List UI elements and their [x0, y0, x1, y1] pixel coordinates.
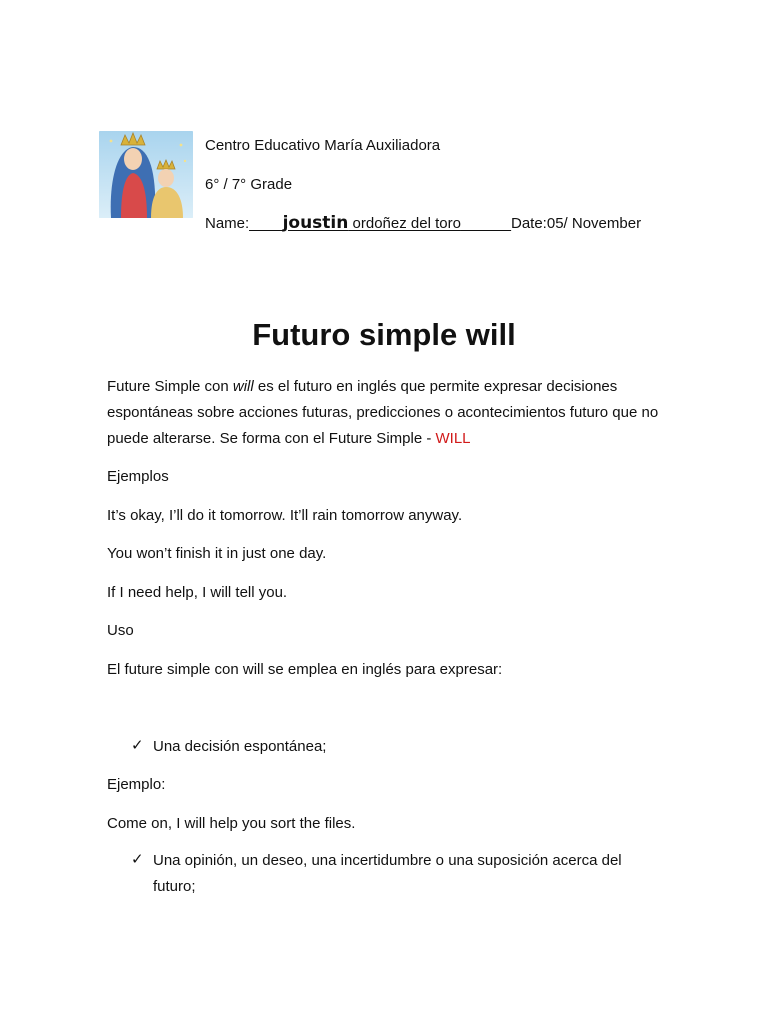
bullet-item-1: Una decisión espontánea; [153, 738, 327, 755]
uso-heading: Uso [107, 622, 134, 639]
school-name: Centro Educativo María Auxiliadora [205, 137, 441, 154]
bullet-item-2-line-1: Una opinión, un deseo, una incertidumbre o una suposición acerca del [153, 852, 622, 869]
name-label: Name: [205, 215, 250, 232]
name-date-line [205, 213, 641, 234]
example-line-3: If I need help, I will tell you. [107, 584, 288, 601]
grade-label: 6° / 7° Grade [205, 176, 293, 193]
religious-portrait-icon [99, 131, 193, 218]
student-name-typed: ordoñez del toro [348, 215, 461, 232]
example-line-1: It’s okay, I’ll do it tomorrow. It’ll rain tomorrow anyway. [107, 507, 463, 524]
check-icon: ✓ [131, 851, 144, 868]
bullet-item-2-line-2: futuro; [153, 878, 196, 895]
uso-description: El future simple con will se emplea en inglés para expresar: [107, 661, 503, 678]
ejemplo-heading: Ejemplo: [107, 776, 166, 793]
check-icon: ✓ [131, 737, 144, 754]
date-label: Date: [511, 215, 547, 232]
student-name-handwritten: joustin [282, 213, 349, 233]
intro-text-1: Future Simple con [107, 378, 233, 395]
intro-paragraph [107, 374, 667, 452]
example-line-2: You won’t finish it in just one day. [107, 545, 327, 562]
intro-text-2: es el futuro en inglés que permite expresar decisiones espontáneas sobre acciones futuras, predicciones o acontecimientos futuro que no puede alterarse. Se forma con el Future Simple - [107, 378, 659, 447]
example-line-4: Come on, I will help you sort the files. [107, 815, 356, 832]
ejemplos-heading: Ejemplos [107, 468, 169, 485]
virgin-mary-image [99, 131, 193, 218]
name-blank-post: ______ [460, 215, 511, 232]
name-blank-pre: ____ [249, 215, 283, 232]
intro-will-red: WILL [435, 430, 471, 447]
date-value: 05/ November [546, 215, 642, 232]
intro-will-italic: will [232, 378, 254, 395]
page-title: Futuro simple will [252, 317, 516, 352]
